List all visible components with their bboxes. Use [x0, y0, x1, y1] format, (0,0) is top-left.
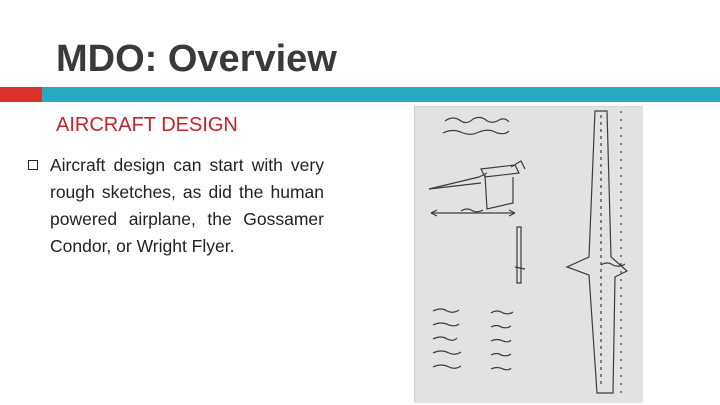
slide-title: MDO: Overview [56, 38, 337, 80]
bullet-text: Aircraft design can start with very rough sketches, as did the human powered airplane, the Gossamer Condor, or Wright Flyer. [50, 155, 324, 256]
hollow-square-bullet-icon [28, 160, 38, 170]
sketch-drawing [415, 107, 643, 403]
gossamer-condor-sketch-image [414, 106, 643, 403]
section-heading: AIRCRAFT DESIGN [56, 114, 238, 136]
accent-bar-teal [42, 87, 720, 102]
accent-bar-red [0, 87, 42, 102]
